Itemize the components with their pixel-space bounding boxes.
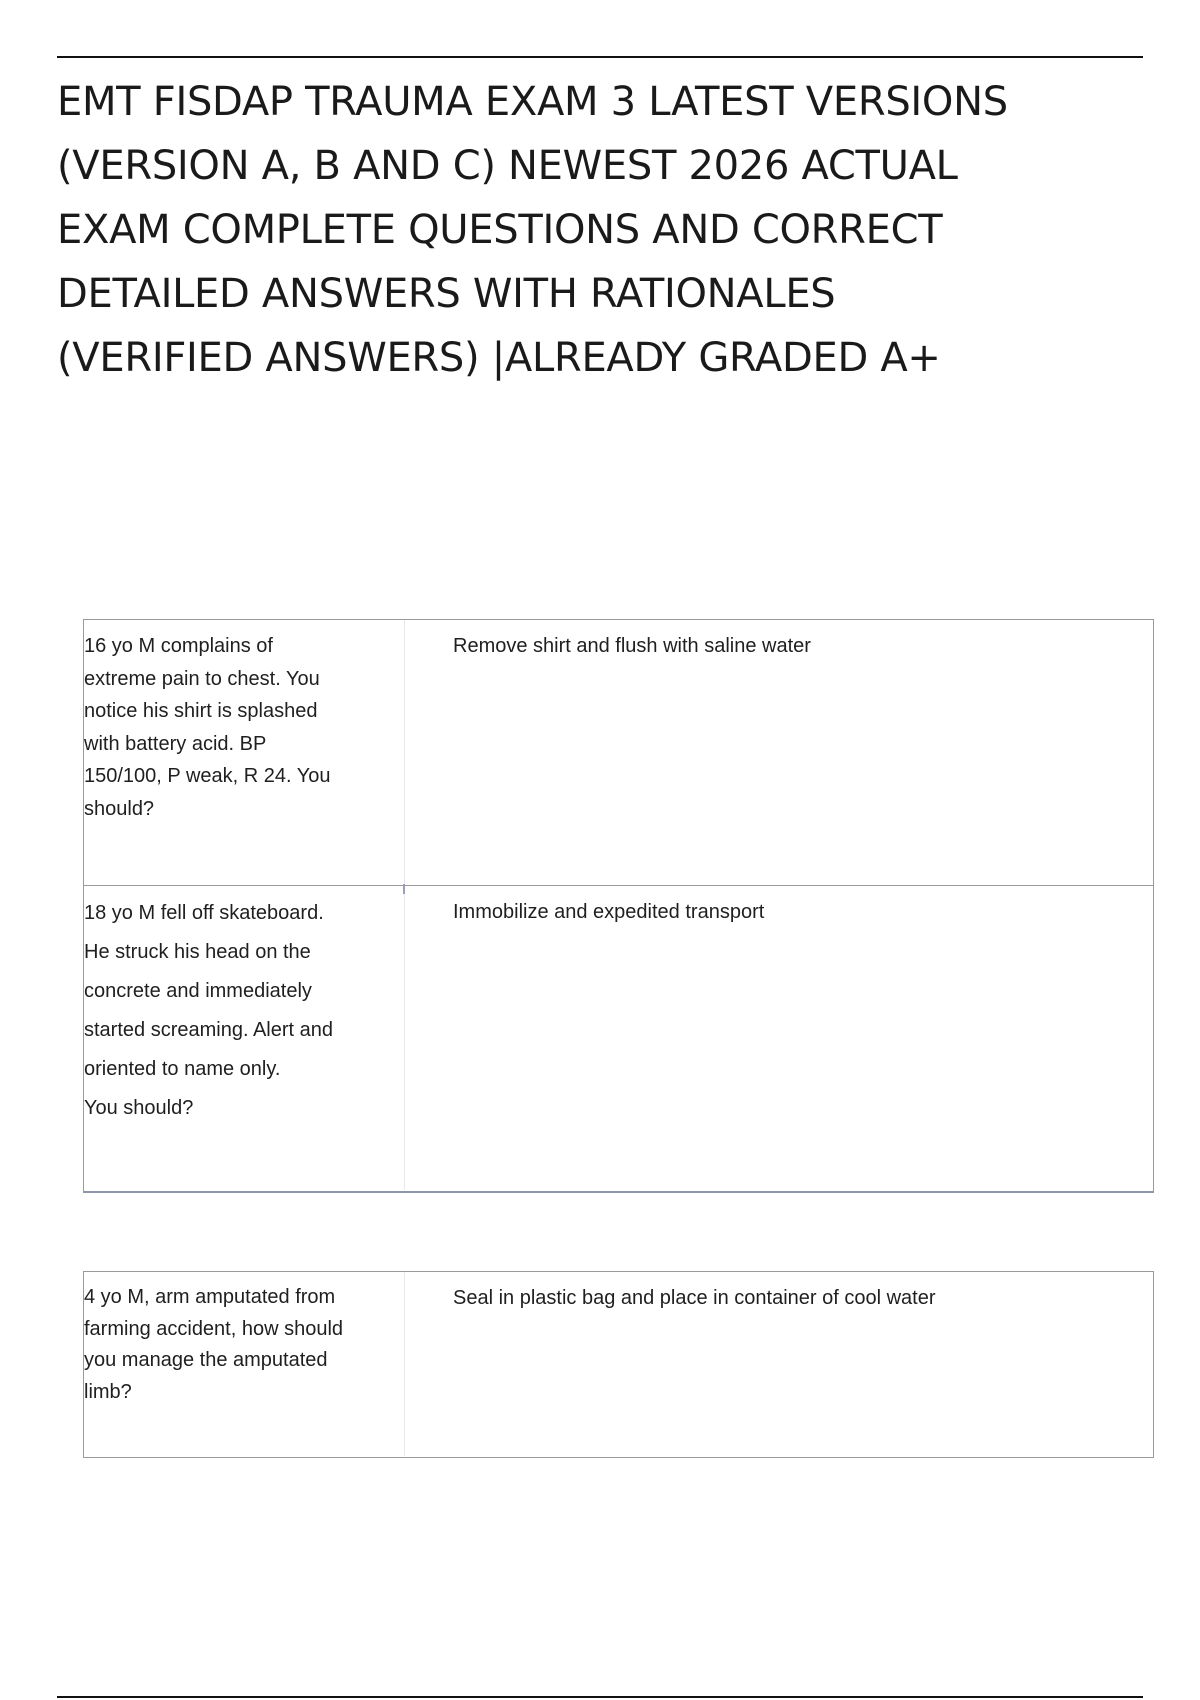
qa-table-1 xyxy=(83,619,1154,1193)
answer-cell: Remove shirt and flush with saline water xyxy=(453,635,811,657)
column-divider xyxy=(404,886,405,1190)
question-cell: 18 yo M fell off skateboard. He struck his head on the concrete and immediately started screaming. Alert and oriented to name only. You should? xyxy=(84,902,334,1119)
top-rule xyxy=(57,56,1143,58)
table-row xyxy=(84,886,1153,1190)
answer-cell: Immobilize and expedited transport xyxy=(453,901,765,923)
title-line: DETAILED ANSWERS WITH RATIONALES xyxy=(57,271,836,317)
question-cell: 16 yo M complains of extreme pain to chest. You notice his shirt is splashed with battery acid. BP 150/100, P weak, R 24. You should? xyxy=(84,635,331,820)
document-title xyxy=(57,70,1057,390)
answer-cell: Seal in plastic bag and place in container of cool water xyxy=(453,1287,936,1309)
column-divider xyxy=(404,1272,405,1456)
bottom-rule xyxy=(57,1696,1143,1698)
column-tick-mark xyxy=(403,884,405,894)
title-line: (VERSION A, B AND C) NEWEST 2026 ACTUAL xyxy=(57,143,958,189)
qa-table-2 xyxy=(83,1271,1154,1458)
title-line: EXAM COMPLETE QUESTIONS AND CORRECT xyxy=(57,207,943,253)
table-row xyxy=(84,1272,1153,1456)
question-cell: 4 yo M, arm amputated from farming accident, how should you manage the amputated limb? xyxy=(84,1286,344,1403)
title-line: (VERIFIED ANSWERS) |ALREADY GRADED A+ xyxy=(57,335,941,381)
title-line: EMT FISDAP TRAUMA EXAM 3 LATEST VERSIONS xyxy=(57,79,1008,125)
column-divider xyxy=(404,620,405,885)
table-row xyxy=(84,620,1153,886)
